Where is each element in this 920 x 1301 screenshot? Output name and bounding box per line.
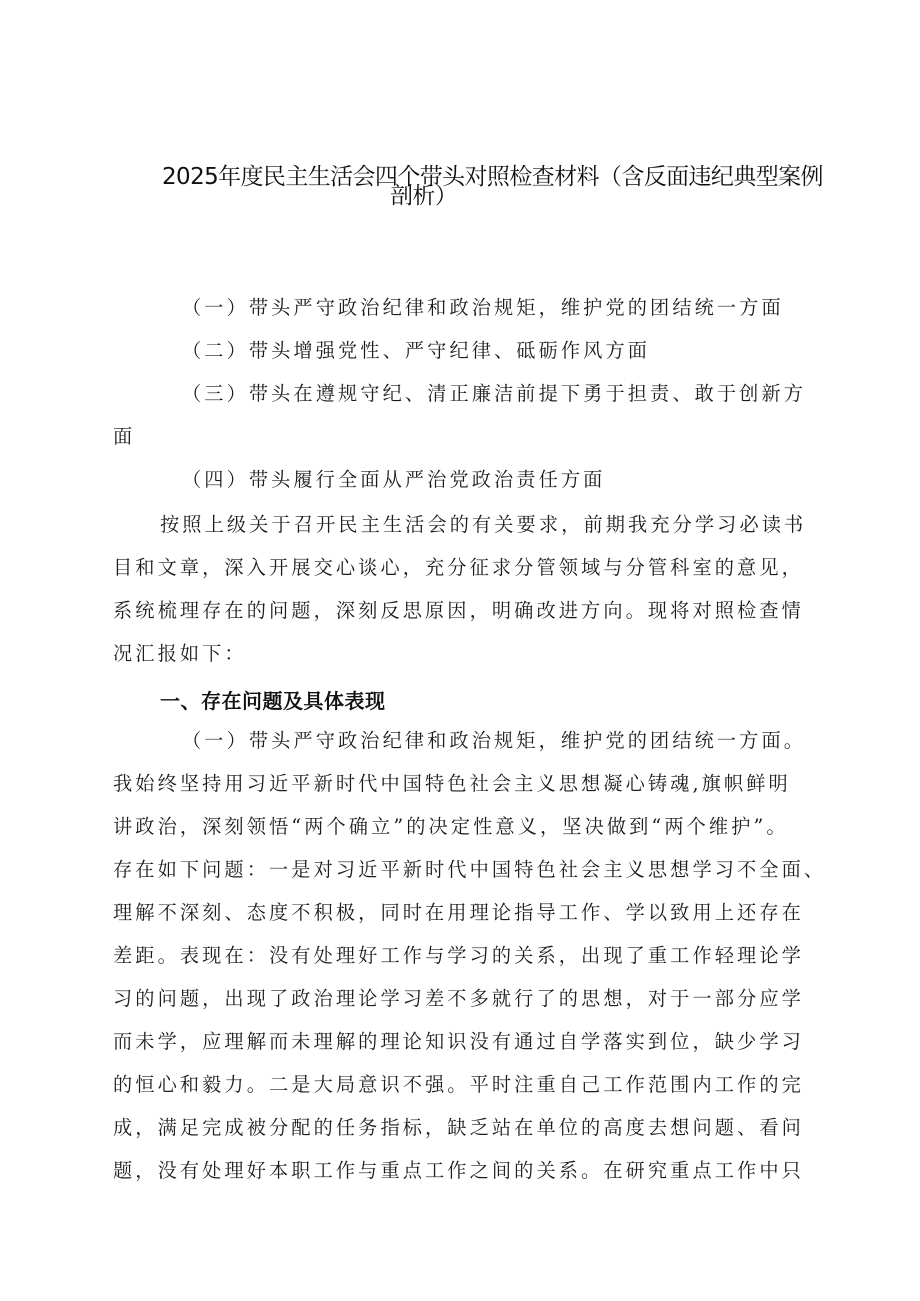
section-heading: 一、存在问题及具体表现	[160, 689, 386, 713]
outline-item-2: （二）带头增强党性、严守纪律、砥砺作风方面	[182, 339, 651, 362]
body-line-8: 而未学，应理解而未理解的理论知识没有通过自学落实到位，缺少学习	[113, 1030, 804, 1053]
body-line-11: 题，没有处理好本职工作与重点工作之间的关系。在研究重点工作中只	[113, 1159, 804, 1182]
intro-paragraph-line-3: 系统梳理存在的问题，深刻反思原因，明确改进方向。现将对照检查情	[113, 599, 804, 622]
intro-paragraph-line-2: 目和文章，深入开展交心谈心，充分征求分管领域与分管科室的意见，	[113, 556, 804, 579]
body-line-7: 习的问题，出现了政治理论学习差不多就行了的思想，对于一部分应学	[113, 987, 804, 1010]
body-line-3: 讲政治，深刻领悟“两个确立”的决定性意义，坚决做到“两个维护”。	[113, 815, 789, 838]
outline-item-3: （三）带头在遵规守纪、清正廉洁前提下勇于担责、敢于创新方	[182, 382, 807, 405]
outline-item-4: （四）带头履行全面从严治党政治责任方面	[182, 468, 606, 491]
body-line-5: 理解不深刻、态度不积极，同时在用理论指导工作、学以致用上还存在	[113, 901, 804, 924]
body-line-6: 差距。表现在：没有处理好工作与学习的关系，出现了重工作轻理论学	[113, 944, 804, 967]
body-line-2: 我始终坚持用习近平新时代中国特色社会主义思想凝心铸魂,旗帜鲜明	[113, 772, 791, 795]
document-title-line-1: 2025年度民主生活会四个带头对照检查材料（含反面违纪典型案例	[162, 164, 823, 190]
body-line-10: 成，满足完成被分配的任务指标，缺乏站在单位的高度去想问题、看问	[113, 1116, 804, 1139]
intro-paragraph-line-4: 况汇报如下：	[113, 642, 247, 665]
intro-paragraph-line-1: 按照上级关于召开民主生活会的有关要求，前期我充分学习必读书	[160, 513, 807, 536]
outline-item-3-continued: 面	[113, 425, 136, 448]
document-title-line-2: 剖析）	[390, 183, 458, 209]
body-line-1: （一）带头严守政治纪律和政治规矩，维护党的团结统一方面。	[182, 729, 807, 752]
body-line-9: 的恒心和毅力。二是大局意识不强。平时注重自己工作范围内工作的完	[113, 1073, 804, 1096]
outline-item-1: （一）带头严守政治纪律和政治规矩，维护党的团结统一方面	[182, 296, 784, 319]
body-line-4: 存在如下问题：一是对习近平新时代中国特色社会主义思想学习不全面、	[113, 858, 827, 881]
